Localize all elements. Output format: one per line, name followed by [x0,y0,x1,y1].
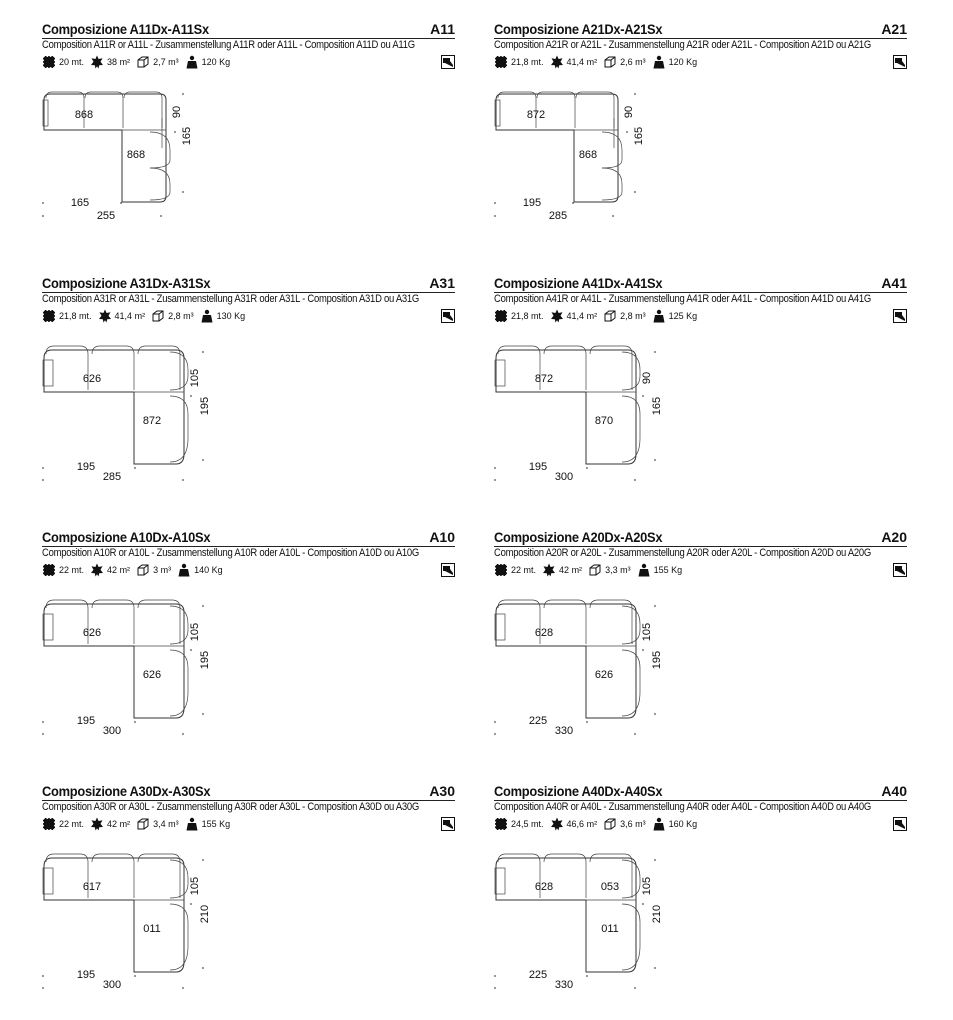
spec-fabric-unit: mt. [531,819,544,829]
dim-side-length: 165 [633,126,645,146]
spec-weight-value: 130 [216,311,232,321]
composition-subtitle: Composition A11R or A11L - Zusammenstellung A11R oder A11L - Composition A11D ou A11G [42,39,415,51]
weight-icon [637,563,651,577]
fabric-swatch-icon [42,55,56,69]
module-label-corner: 870 [594,415,614,427]
spec-weight-value: 125 [668,311,684,321]
dim-seat-width: 195 [528,461,548,473]
composition-code: A41 [881,275,907,291]
spec-fabric-value: 22 [511,565,522,575]
spec-volume-value: 3 [153,565,159,575]
spec-weight-value: 155 [653,565,669,575]
spec-weight-unit: Kg [219,819,231,829]
spec-leather-unit: m² [586,311,598,321]
spec-fabric-value: 21,8 [511,311,529,321]
spec-leather-unit: m² [586,819,598,829]
dim-back-depth: 90 [171,105,183,119]
sofa-floor-plan [494,850,694,1000]
orientation-icon [441,563,455,582]
composition-card-a41 [494,272,907,512]
leather-hide-icon [98,309,112,323]
volume-box-icon [603,55,617,69]
composition-card-a30 [42,780,455,1020]
spec-leather-unit: m² [134,311,146,321]
module-label-main: 628 [534,627,554,639]
leather-hide-icon [90,817,104,831]
dim-total-width: 300 [102,979,122,991]
dim-side-length: 210 [651,904,663,924]
spec-weight-value: 120 [668,57,684,67]
composition-specs [42,563,229,577]
dim-side-length: 195 [199,396,211,416]
orientation-icon [441,817,455,836]
dim-seat-width: 195 [76,461,96,473]
fabric-swatch-icon [42,309,56,323]
volume-box-icon [603,309,617,323]
composition-title: Composizione A40Dx-A40Sx [494,783,663,799]
dim-back-depth: 105 [641,876,653,896]
composition-title: Composizione A21Dx-A21Sx [494,21,663,37]
weight-icon [652,55,666,69]
module-label-main: 617 [82,881,102,893]
spec-weight-value: 155 [201,819,217,829]
dim-total-width: 285 [102,471,122,483]
weight-icon [200,309,214,323]
spec-volume-unit: m³ [168,57,179,67]
composition-title: Composizione A20Dx-A20Sx [494,529,663,545]
spec-leather-unit: m² [571,565,583,575]
weight-icon [652,817,666,831]
composition-header [494,18,907,39]
composition-subtitle: Composition A21R or A21L - Zusammenstellung A21R oder A21L - Composition A21D ou A21G [494,39,872,51]
spec-fabric-value: 21,8 [511,57,529,67]
spec-fabric-value: 20 [59,57,70,67]
leather-hide-icon [90,55,104,69]
spec-fabric-unit: mt. [523,565,537,575]
spec-weight-unit: Kg [219,57,231,67]
dim-back-depth: 105 [189,622,201,642]
module-label-main: 628 [534,881,554,893]
spec-leather-value: 41,4 [114,311,133,321]
composition-code: A11 [430,21,455,37]
volume-box-icon [136,563,150,577]
composition-subtitle: Composition A41R or A41L - Zusammenstellung A41R oder A41L - Composition A41D ou A41G [494,293,872,305]
composition-card-a11 [42,18,455,258]
spec-volume-unit: m³ [168,819,179,829]
dim-total-width: 300 [102,725,122,737]
spec-weight-unit: Kg [234,311,246,321]
spec-weight-unit: Kg [671,565,683,575]
composition-subtitle: Composition A30R or A30L - Zusammenstellung A30R oder A30L - Composition A30D ou A30G [42,801,420,813]
composition-specs [42,55,236,69]
composition-subtitle: Composition A40R or A40L - Zusammenstellung A40R oder A40L - Composition A40D ou A40G [494,801,872,813]
sofa-floor-plan [42,342,242,492]
spec-weight-value: 140 [194,565,210,575]
fabric-swatch-icon [494,309,508,323]
module-label-main: 872 [526,109,546,121]
dim-total-width: 330 [554,725,574,737]
composition-specs [494,309,703,323]
leather-hide-icon [542,563,556,577]
leather-hide-icon [550,309,564,323]
orientation-icon [893,55,907,74]
spec-fabric-value: 24,5 [511,819,529,829]
spec-leather-value: 46,6 [566,819,585,829]
spec-weight-value: 160 [668,819,684,829]
composition-header [42,18,455,39]
spec-volume-value: 3,6 [620,819,633,829]
composition-card-a21 [494,18,907,258]
spec-weight-unit: Kg [211,565,223,575]
spec-leather-unit: m² [586,57,598,67]
sofa-floor-plan [42,88,242,238]
spec-fabric-unit: mt. [79,311,92,321]
spec-leather-value: 42 [107,565,118,575]
orientation-icon [893,563,907,582]
spec-fabric-unit: mt. [531,311,544,321]
spec-volume-value: 2,8 [620,311,633,321]
leather-hide-icon [550,55,564,69]
composition-specs [494,563,688,577]
composition-header [494,272,907,293]
dim-total-width: 300 [554,471,574,483]
dim-side-length: 165 [651,396,663,416]
dim-seat-width: 225 [528,715,548,727]
orientation-icon [893,817,907,836]
spec-leather-value: 38 [107,57,118,67]
spec-leather-unit: m² [119,819,131,829]
composition-card-a31 [42,272,455,512]
spec-volume-value: 2,6 [620,57,633,67]
leather-hide-icon [550,817,564,831]
composition-subtitle: Composition A20R or A20L - Zusammenstellung A20R oder A20L - Composition A20D ou A20G [494,547,872,559]
spec-volume-unit: m³ [635,819,646,829]
composition-header [42,526,455,547]
dim-total-width: 285 [548,210,568,222]
composition-title: Composizione A11Dx-A11Sx [42,21,209,37]
spec-volume-unit: m³ [620,565,631,575]
volume-box-icon [136,817,150,831]
module-label-corner: 626 [594,669,614,681]
orientation-icon [441,309,455,328]
spec-volume-value: 2,8 [168,311,181,321]
composition-title: Composizione A41Dx-A41Sx [494,275,663,291]
spec-volume-value: 2,7 [153,57,166,67]
composition-specs [42,309,251,323]
composition-card-a10 [42,526,455,766]
composition-header [494,526,907,547]
dim-seat-width: 165 [70,197,90,209]
composition-card-a40 [494,780,907,1020]
module-label-mid: 053 [600,881,620,893]
spec-weight-value: 120 [201,57,217,67]
dim-side-length: 195 [199,650,211,670]
module-label-main: 872 [534,373,554,385]
dim-total-width: 330 [554,979,574,991]
composition-code: A31 [429,275,455,291]
spec-weight-unit: Kg [686,819,698,829]
dim-seat-width: 195 [522,197,542,209]
composition-specs [494,817,703,831]
dim-side-length: 210 [199,904,211,924]
dim-seat-width: 195 [76,969,96,981]
spec-leather-unit: m² [119,57,131,67]
sofa-floor-plan [494,342,694,492]
spec-leather-value: 42 [107,819,118,829]
spec-leather-value: 41,4 [566,311,585,321]
module-label-corner: 868 [578,149,598,161]
dim-seat-width: 225 [528,969,548,981]
sofa-floor-plan [42,596,242,746]
spec-volume-value: 3,3 [605,565,618,575]
fabric-swatch-icon [42,817,56,831]
composition-header [42,780,455,801]
spec-volume-value: 3,4 [153,819,166,829]
composition-subtitle: Composition A10R or A10L - Zusammenstellung A10R oder A10L - Composition A10D ou A10G [42,547,420,559]
composition-code: A30 [429,783,455,799]
dim-seat-width: 195 [76,715,96,727]
fabric-swatch-icon [494,817,508,831]
dim-side-length: 195 [651,650,663,670]
dim-back-depth: 105 [641,622,653,642]
sofa-floor-plan [494,88,694,238]
spec-fabric-unit: mt. [71,565,85,575]
dim-back-depth: 105 [189,876,201,896]
spec-volume-unit: m³ [635,311,646,321]
spec-leather-value: 41,4 [566,57,585,67]
fabric-swatch-icon [494,55,508,69]
weight-icon [185,817,199,831]
weight-icon [652,309,666,323]
spec-weight-unit: Kg [686,311,698,321]
dim-back-depth: 90 [641,371,653,385]
spec-fabric-unit: mt. [71,57,85,67]
composition-header [494,780,907,801]
module-label-corner: 626 [142,669,162,681]
volume-box-icon [151,309,165,323]
module-label-corner: 011 [143,923,161,935]
sofa-floor-plan [42,850,242,1000]
leather-hide-icon [90,563,104,577]
dim-back-depth: 105 [189,368,201,388]
composition-subtitle: Composition A31R or A31L - Zusammenstellung A31R oder A31L - Composition A31D ou A31G [42,293,420,305]
dim-side-length: 165 [181,126,193,146]
module-label-corner: 872 [142,415,162,427]
spec-fabric-value: 22 [59,819,70,829]
composition-code: A20 [881,529,907,545]
module-label-corner: 011 [601,923,619,935]
composition-title: Composizione A30Dx-A30Sx [42,783,211,799]
dim-back-depth: 90 [623,105,635,119]
spec-leather-value: 42 [559,565,570,575]
weight-icon [177,563,191,577]
spec-volume-unit: m³ [635,57,646,67]
volume-box-icon [588,563,602,577]
composition-title: Composizione A10Dx-A10Sx [42,529,211,545]
composition-specs [494,55,703,69]
composition-specs [42,817,236,831]
spec-fabric-value: 21,8 [59,311,77,321]
composition-title: Composizione A31Dx-A31Sx [42,275,211,291]
spec-fabric-unit: mt. [531,57,544,67]
module-label-main: 626 [82,627,102,639]
orientation-icon [893,309,907,328]
volume-box-icon [603,817,617,831]
sofa-floor-plan [494,596,694,746]
module-label-main: 868 [74,109,94,121]
composition-code: A21 [881,21,907,37]
spec-volume-unit: m³ [183,311,194,321]
orientation-icon [441,55,455,74]
composition-header [42,272,455,293]
composition-code: A10 [429,529,455,545]
weight-icon [185,55,199,69]
composition-code: A40 [881,783,907,799]
spec-fabric-value: 22 [59,565,70,575]
spec-volume-unit: m³ [160,565,172,575]
module-label-corner: 868 [126,149,146,161]
fabric-swatch-icon [494,563,508,577]
volume-box-icon [136,55,150,69]
fabric-swatch-icon [42,563,56,577]
spec-leather-unit: m² [119,565,131,575]
module-label-main: 626 [82,373,102,385]
spec-fabric-unit: mt. [71,819,85,829]
dim-total-width: 255 [96,210,116,222]
composition-card-a20 [494,526,907,766]
spec-weight-unit: Kg [686,57,698,67]
